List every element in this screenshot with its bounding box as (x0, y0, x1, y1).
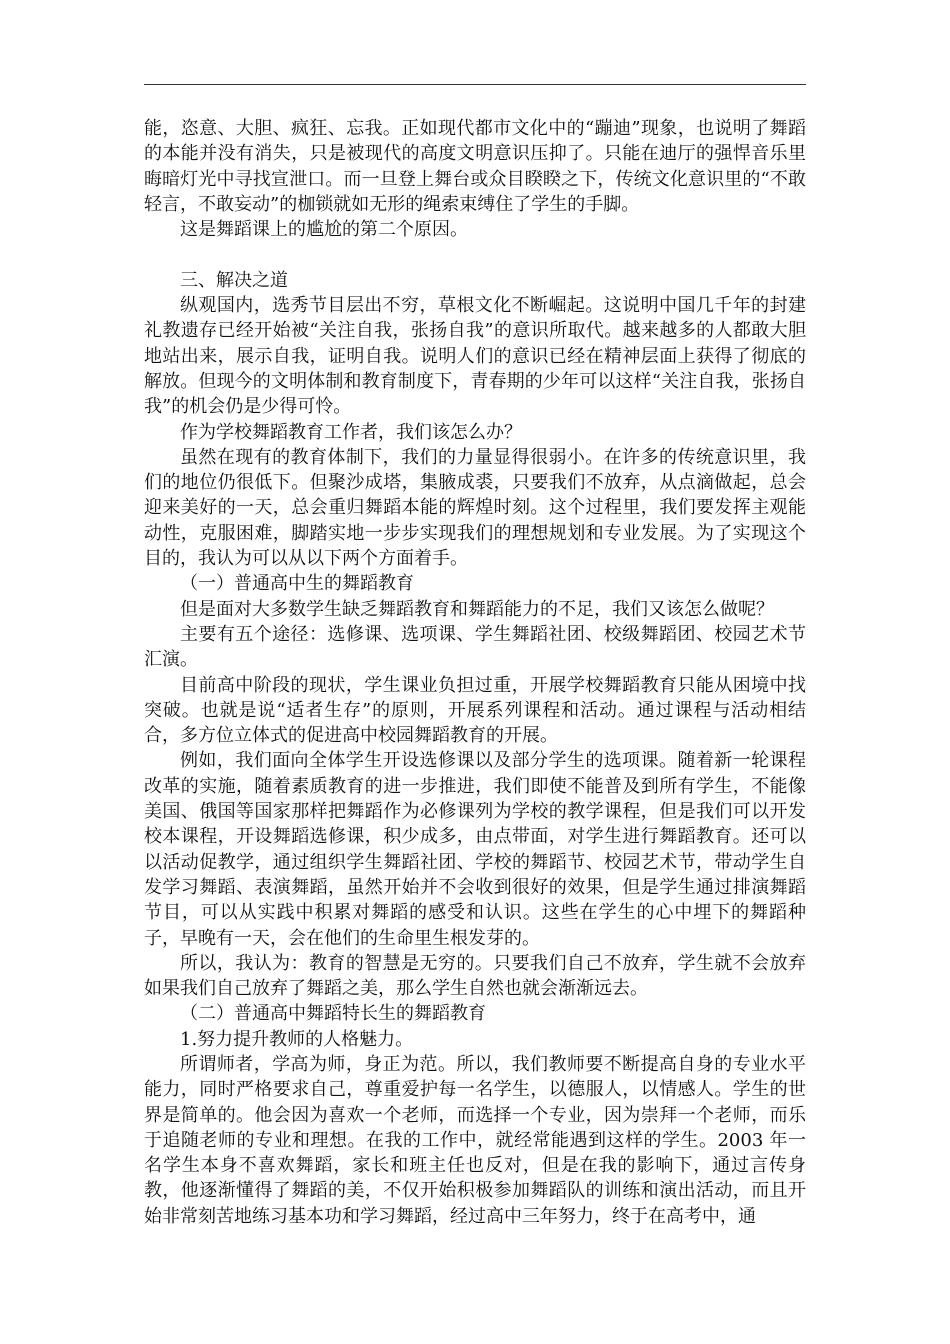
body-text (144, 116, 806, 1229)
paragraph: 纵观国内，选秀节目层出不穷，草根文化不断崛起。这说明中国几千年的封建礼教遗存已经开始被“关注自我，张扬自我”的意识所取代。越来越多的人都敢大胆地站出来，展示自我，证明自我。说明人们的意识已经在精神层面上获得了彻底的解放。但现今的文明体制和教育制度下，青春期的少年可以这样“关注自我，张扬自我”的机会仍是少得可怜。 (144, 295, 806, 418)
paragraph: 虽然在现有的教育体制下，我们的力量显得很弱小。在许多的传统意识里，我们的地位仍很低下。但聚沙成塔，集腋成裘，只要我们不放弃，从点滴做起，总会迎来美好的一天，总会重归舞蹈本能的辉煌时刻。这个过程里，我们要发挥主观能动性，克服困难，脚踏实地一步步实现我们的理想规划和专业发展。为了实现这个目的，我认为可以从以下两个方面着手。 (144, 446, 806, 570)
paragraph: 主要有五个途径：选修课、选项课、学生舞蹈社团、校级舞蹈团、校园艺术节汇演。 (144, 623, 806, 671)
paragraph: 目前高中阶段的现状，学生课业负担过重，开展学校舞蹈教育只能从困境中找突破。也就是说“适者生存”的原则，开展系列课程和活动。通过课程与活动相结合，多方位立体式的促进高中校园舞蹈教育的开展。 (144, 674, 806, 747)
paragraph: 所以，我认为：教育的智慧是无穷的。只要我们自己不放弃，学生就不会放弃如果我们自己放弃了舞蹈之美，那么学生自然也就会渐渐远去。 (144, 952, 806, 1000)
paragraph: 这是舞蹈课上的尴尬的第二个原因。 (180, 219, 468, 241)
list-item: 1.努力提升教师的人格魅力。 (180, 1028, 414, 1050)
paragraph: 例如，我们面向全体学生开设选修课以及部分学生的选项课。随着新一轮课程改革的实施，随着素质教育的进一步推进，我们即使不能普及到所有学生，不能像美国、俄国等国家那样把舞蹈作为必修课列为学校的教学课程，但是我们可以开发校本课程，开设舞蹈选修课，积少成多，由点带面，对学生进行舞蹈教育。还可以以活动促教学，通过组织学生舞蹈社团、学校的舞蹈节、校园艺术节，带动学生自发学习舞蹈、表演舞蹈，虽然开始并不会收到很好的效果，但是学生通过排演舞蹈节目，可以从实践中积累对舞蹈的感受和认识。这些在学生的心中埋下的舞蹈种子，早晚有一天，会在他们的生命里生根发芽的。 (144, 750, 806, 949)
paragraph: 所谓师者，学高为师，身正为范。所以，我们教师要不断提高自身的专业水平能力，同时严格要求自己，尊重爱护每一名学生，以德服人，以情感人。学生的世界是简单的。他会因为喜欢一个老师，而选择一个专业，因为崇拜一个老师，而乐于追随老师的专业和理想。在我的工作中，就经常能遇到这样的学生。2003 年一名学生本身不喜欢舞蹈，家长和班主任也反对，但是在我的影响下，通过言传身教，他逐渐懂得了舞蹈的美，不仅开始积极参加舞蹈队的训练和演出活动，而且开始非常刻苦地练习基本功和学习舞蹈，经过高中三年努力，终于在高考中，通 (144, 1053, 806, 1227)
subsection-heading: （二）普通高中舞蹈特长生的舞蹈教育 (180, 1003, 486, 1025)
blank-line (144, 242, 806, 267)
paragraph: 作为学校舞蹈教育工作者，我们该怎么办？ (180, 421, 522, 443)
paragraph: 但是面对大多数学生缺乏舞蹈教育和舞蹈能力的不足，我们又该怎么做呢？ (180, 598, 774, 620)
section-heading: 三、解决之道 (180, 269, 288, 291)
paragraph: 能，恣意、大胆、疯狂、忘我。正如现代都市文化中的“蹦迪”现象，也说明了舞蹈的本能并没有消失，只是被现代的高度文明意识压抑了。只能在迪厅的强悍音乐里晦暗灯光中寻找宣泄口。而一旦登上舞台或众目睽睽之下，传统文化意识里的“不敢轻言，不敢妄动”的枷锁就如无形的绳索束缚住了学生的手脚。 (144, 118, 806, 215)
subsection-heading: （一）普通高中生的舞蹈教育 (180, 573, 414, 595)
header-rule (144, 84, 806, 85)
